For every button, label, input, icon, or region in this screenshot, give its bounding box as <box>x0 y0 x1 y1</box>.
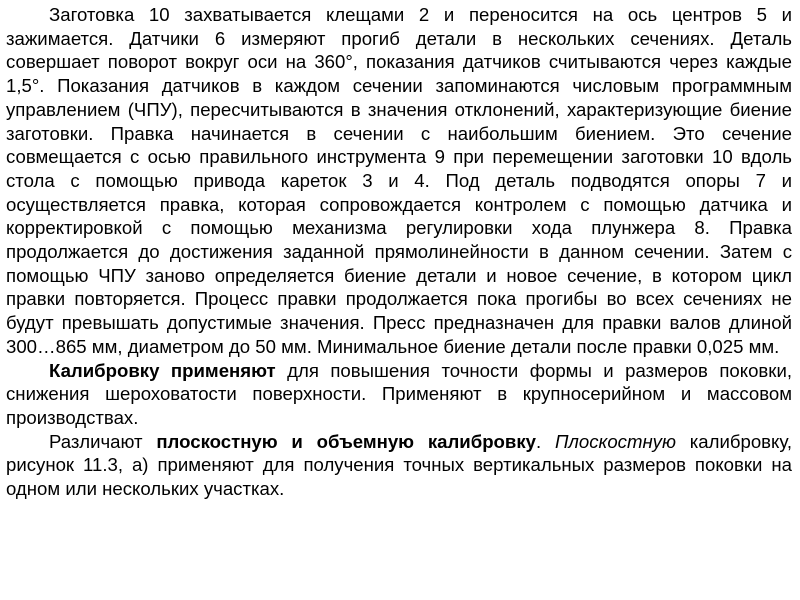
paragraph-3-dot: . <box>536 430 555 452</box>
paragraph-calibration-types <box>6 430 792 501</box>
paragraph-straightening-process <box>6 3 792 359</box>
document-body <box>6 3 792 501</box>
paragraph-2-text: для повышения точности формы и размеров поковки, снижения шероховатости поверхности. Применяют в крупносерийном и массовом производствах. <box>6 359 792 428</box>
paragraph-3-text: калибровку, рисунок 11.3, а) применяют для получения точных вертикальных размеров поковки на одном или нескольких участках. <box>6 430 792 500</box>
paragraph-1-text: Заготовка 10 захватывается клещами 2 и переносится на ось центров 5 и зажимается. Датчики 6 измеряют прогиб детали в нескольких сечениях. Деталь совершает поворот вокруг оси на 360°, показания датчиков считываются через каждые 1,5°. Показания датчиков в каждом сечении запоминаются числовым программным управлением (ЧПУ), пересчитываются в значения отклонений, характеризующие биение заготовки. Правка начинается в сечении с наибольшим биением. Это сечение совмещается с осью правильного инструмента 9 при перемещении заготовки 10 вдоль стола с помощью привода кареток 3 и 4. Под деталь подводятся опоры 7 и осуществляется правка, которая сопровождается контролем с помощью датчика и корректировкой с помощью механизма регулировки хода плунжера 8. Правка продолжается до достижения заданной прямолинейности в данном сечении. Затем с помощью ЧПУ заново определяется биение детали и новое сечение, в котором цикл правки повторяется. Процесс правки продолжается пока прогибы во всех сечениях не будут превышать допустимые значения. Пресс предназначен для правки валов длиной 300…865 мм, диаметром до 50 мм. Минимальное биение детали после правки 0,025 мм. <box>6 4 792 357</box>
paragraph-3-intro: Различают <box>49 430 157 452</box>
calibration-term-bold: Калибровку применяют <box>49 359 276 381</box>
planar-term-italic: Плоскостную <box>554 430 676 452</box>
calibration-types-bold: плоскостную и объемную калибровку <box>156 430 536 452</box>
paragraph-calibration-purpose <box>6 359 792 430</box>
